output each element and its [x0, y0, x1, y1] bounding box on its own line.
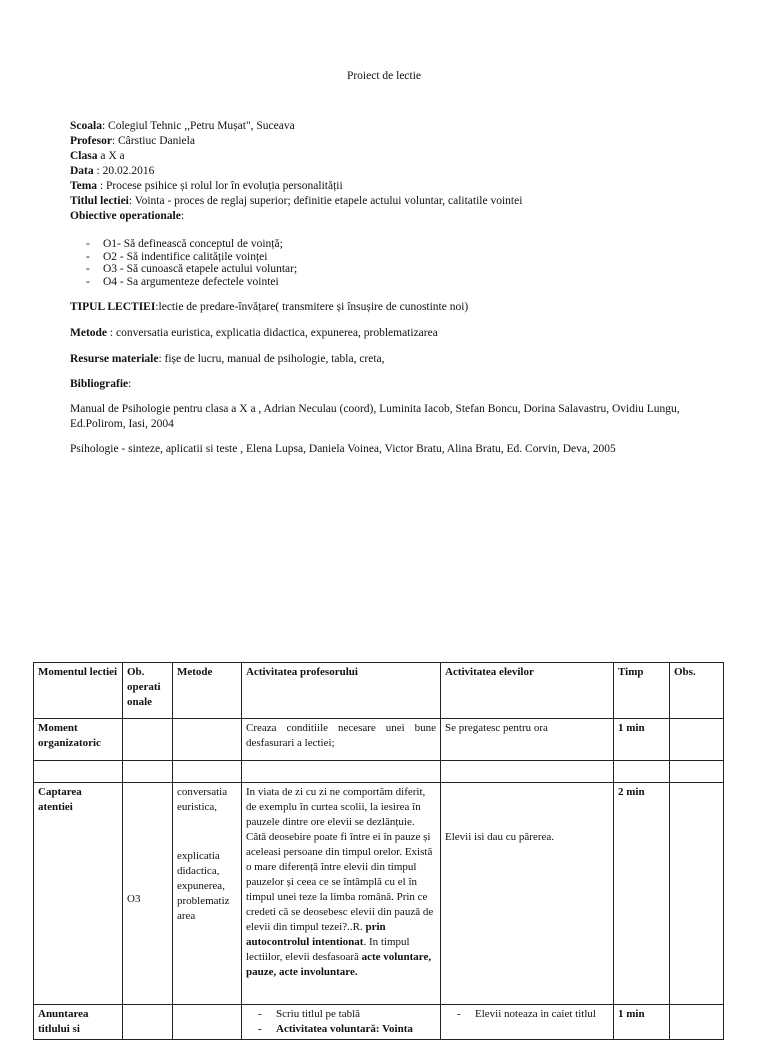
cell-moment: [34, 761, 123, 783]
prof-text-b: prin autocontrolul intentionat: [246, 921, 386, 948]
cell-obs: [670, 719, 724, 761]
cell-obs: [670, 761, 724, 783]
cell-prof: [242, 1005, 441, 1040]
prof-text-d: acte voluntare, pauze, acte involuntare.: [246, 951, 432, 978]
meta-data: Data : 20.02.2016: [70, 165, 155, 177]
header-moment: Momentul lectiei: [34, 663, 123, 719]
header-obs: Obs.: [670, 663, 724, 719]
cell-moment: Moment organizatoric: [34, 719, 123, 761]
elevi-text: Elevii isi dau cu părerea.: [445, 831, 555, 843]
meta-scoala: Scoala: Colegiul Tehnic ,,Petru Mușat", Suceava: [70, 120, 295, 132]
list-item: - Elevii noteaza in caiet titlul: [457, 1008, 596, 1020]
cell-metode: [173, 761, 242, 783]
table-header-row: [34, 663, 724, 719]
cell-timp: [614, 761, 670, 783]
cell-moment: Captarea atentiei: [34, 783, 123, 1005]
resurse-materiale: Resurse materiale: fișe de lucru, manual de psihologie, tabla, creta,: [70, 353, 385, 365]
cell-prof: Creaza conditiile necesare unei bune desfasurari a lectiei;: [242, 719, 441, 761]
table-row: [34, 719, 724, 761]
cell-elevi: Se pregatesc pentru ora: [441, 719, 614, 761]
header-elevi: Activitatea elevilor: [441, 663, 614, 719]
metode-b: explicatia didactica, expunerea, problematiz area: [177, 850, 230, 922]
header-prof: Activitatea profesorului: [242, 663, 441, 719]
cell-ob: [123, 761, 173, 783]
cell-timp: 1 min: [614, 1005, 670, 1040]
dash-bullet: -: [457, 1008, 461, 1020]
cell-metode: [173, 1005, 242, 1040]
cell-ob: [123, 719, 173, 761]
cell-elevi: [441, 761, 614, 783]
bibliografie-heading: Bibliografie:: [70, 378, 132, 390]
meta-obiective: Obiective operationale:: [70, 210, 185, 222]
header-timp: Timp: [614, 663, 670, 719]
ob-code: O3: [127, 893, 141, 905]
cell-elevi: [441, 783, 614, 1005]
cell-timp: 2 min: [614, 783, 670, 1005]
header-metode: Metode: [173, 663, 242, 719]
prof-text-a: In viata de zi cu zi ne comportăm diferit, de exemplu în curtea scolii, la iesirea în pauzele dintre ore elevii se dezlănțuie. Câtă deosebire poate fi între ei în pauze și aceleasi persoane din timpul orelor. Există o mare diferență între elevii din timpul pauzelor și ceea ce se întâmplă cu el în timpul unei teze la limba română. Prin ce credeti că se deosebesc elevii din pauză de elevii din timpul tezei?..R.: [246, 786, 434, 933]
table-row: [34, 761, 724, 783]
document-title: Proiect de lectie: [346, 70, 422, 82]
cell-prof: [242, 761, 441, 783]
cell-metode: [173, 783, 242, 1005]
bibliografie-ref-2: Psihologie - sinteze, aplicatii si teste , Elena Lupsa, Daniela Voinea, Victor Bratu, Alina Bratu, Ed. Corvin, Deva, 2005: [70, 443, 616, 455]
list-item: - O4 - Sa argumenteze defectele vointei: [86, 275, 279, 288]
cell-elevi: [441, 1005, 614, 1040]
cell-obs: [670, 1005, 724, 1040]
cell-metode: [173, 719, 242, 761]
dash-bullet: -: [258, 1023, 262, 1035]
list-item: - O2 - Să indentifice calitățile voinței: [86, 250, 268, 263]
cell-prof: [242, 783, 441, 1005]
table-row: [34, 783, 724, 1005]
metode: Metode : conversatia euristica, explicatia didactica, expunerea, problematizarea: [70, 327, 438, 339]
dash-bullet: -: [86, 238, 90, 250]
meta-clasa: Clasa a X a: [70, 150, 125, 162]
dash-bullet: -: [86, 275, 90, 288]
cell-obs: [670, 783, 724, 1005]
tipul-lectiei: TIPUL LECTIEI:lectie de predare-învățare( transmitere și însușire de cunostinte noi): [70, 301, 469, 313]
cell-moment: Anuntarea titlului si: [34, 1005, 123, 1040]
list-item: - O1- Să definească conceptul de voință;: [86, 238, 283, 250]
bibliografie-ref-1: Manual de Psihologie pentru clasa a X a , Adrian Neculau (coord), Luminita Iacob, Stefan Boncu, Dorina Salavastru, Ovidiu Lungu, Ed.Polirom, Iasi, 2004: [70, 403, 680, 430]
list-item: - Scriu titlul pe tablă: [258, 1008, 361, 1020]
cell-ob: [123, 1005, 173, 1040]
dash-bullet: -: [258, 1008, 262, 1020]
lesson-table: [33, 662, 724, 1040]
lesson-metadata: [70, 119, 710, 224]
dash-bullet: -: [86, 263, 90, 275]
header-ob: Ob. operati onale: [123, 663, 173, 719]
cell-ob: [123, 783, 173, 1005]
objectives-list: [86, 238, 686, 288]
list-item: - Activitatea voluntară: Vointa: [258, 1023, 413, 1035]
meta-profesor: Profesor: Cârstiuc Daniela: [70, 135, 195, 147]
cell-timp: 1 min: [614, 719, 670, 761]
list-item: - O3 - Să cunoască etapele actului voluntar;: [86, 263, 298, 275]
meta-tema: Tema : Procese psihice și rolul lor în evoluția personalității: [70, 180, 343, 192]
metode-a: conversatia euristica,: [177, 786, 228, 813]
prof-text-c: . In timpul lectiilor, elevii desfasoară: [246, 936, 410, 963]
table-row: [34, 1005, 724, 1040]
meta-titlul: Titlul lectiei: Vointa - proces de reglaj superior; definitie etapele actului voluntar, calitatile vointei: [70, 195, 523, 207]
dash-bullet: -: [86, 250, 90, 263]
